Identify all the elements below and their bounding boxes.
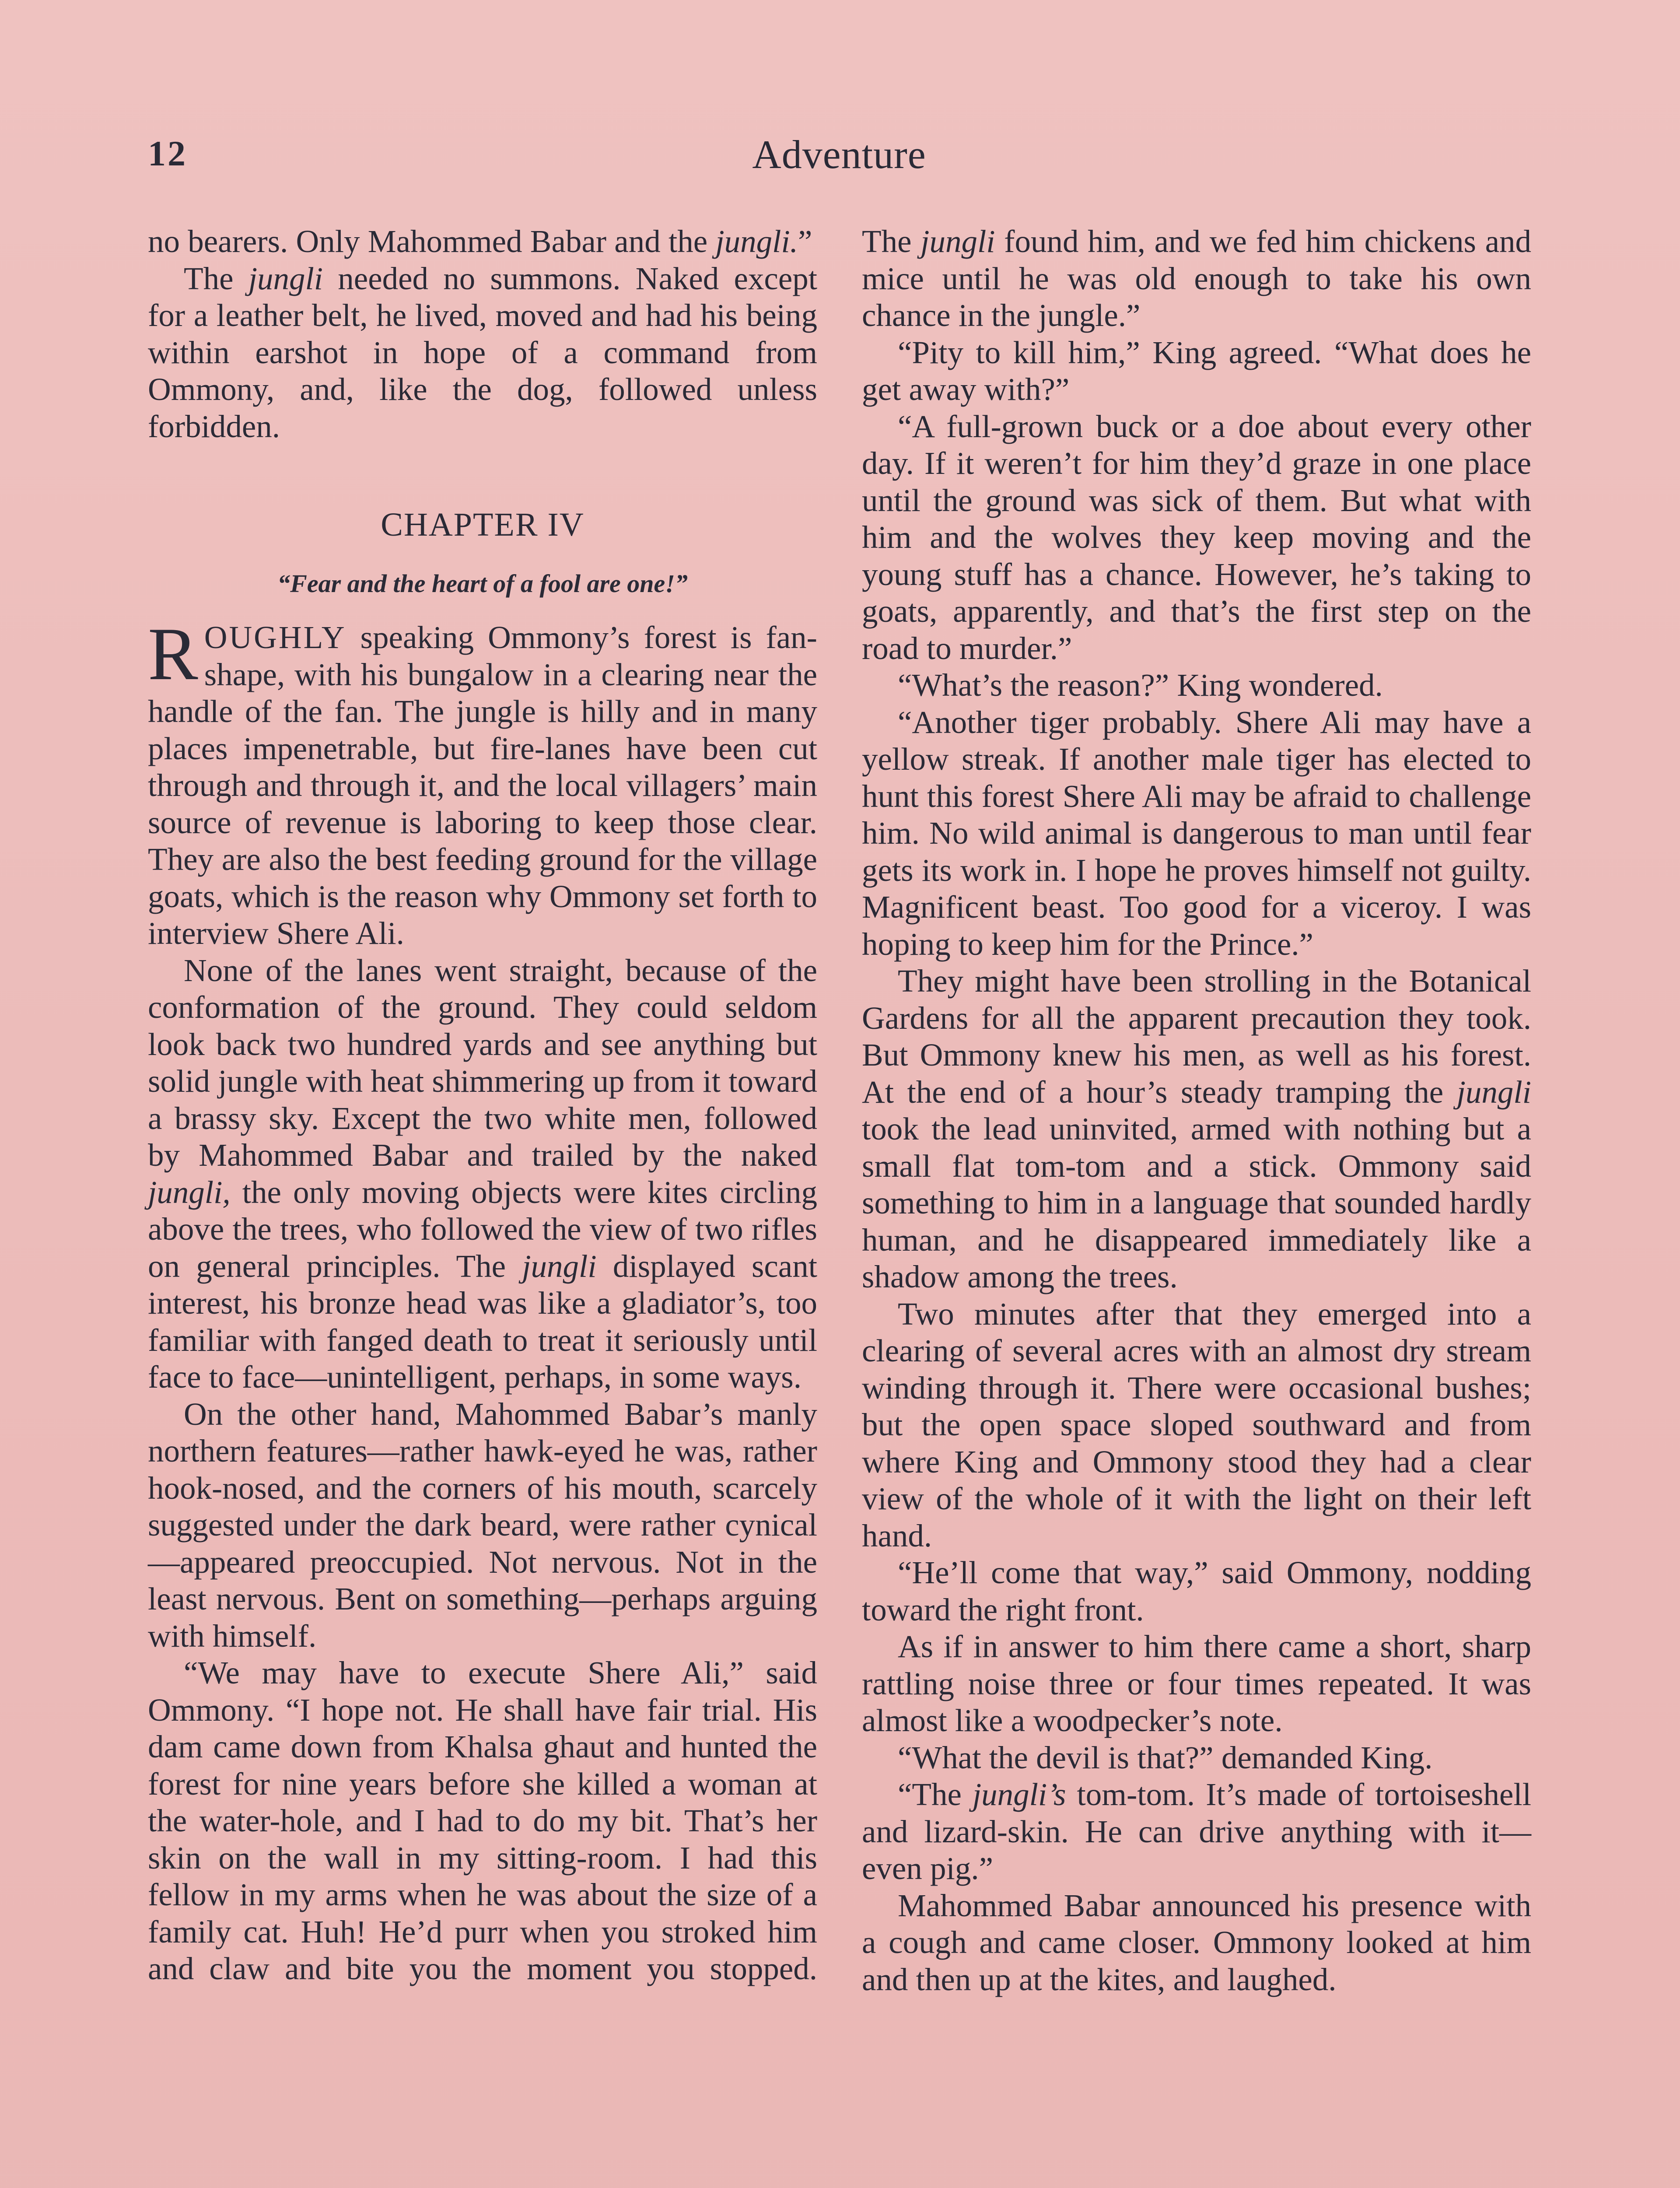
paragraph: “Another tiger probably. Shere Ali may have a yellow streak. If another male tiger has elected to hunt this forest Shere Ali may be afraid to challenge him. No wild animal is dangerous to man until fear gets its work in. I hope he proves himself not guilty. Magnificent beast. Too good for a viceroy. I was hoping to keep him for the Prince.” [862,704,1531,962]
paragraph: “We may have to execute Shere Ali,” said Ommony. “I hope not. He shall have fair trial. His dam came down from Khalsa ghaut and hunted the forest for nine years before she killed a woman at the water-hole, and I had to do my bit. That’s her skin on the wall in my sitting-room. I had this fellow in my arms when he was about the size of a family cat. Huh! He’d purr when you stroked him and claw and bite you the moment you stopped. [148,1655,817,1986]
magazine-title: Adventure [752,132,926,177]
paragraph: On the other hand, Mahommed Babar’s manly northern features—rather hawk-eyed he was, rather hook-nosed, and the corners of his mouth, scarcely suggested under the dark beard, were rather cynical—appeared preoccupied. Not nervous. Not in the least nervous. Bent on something—perhaps arguing with himself. [148,1396,817,1654]
page-header [148,131,1530,184]
paragraph: no bearers. Only Mahommed Babar and the jungli.” [148,224,812,259]
left-column [148,223,817,1988]
paragraph: The jungli found him, and we fed him chickens and mice until he was old enough to take his own chance in the jungle.” [862,224,1531,333]
page-number: 12 [148,133,187,173]
paragraph: “The jungli’s tom-tom. It’s made of tortoiseshell and lizard-skin. He can drive anything with it—even pig.” [862,1777,1531,1886]
right-column [862,223,1531,1998]
paragraph: None of the lanes went straight, because of the conformation of the ground. They could seldom look back two hundred yards and see anything but solid jungle with heat shimmering up from it toward a brassy sky. Except the two white men, followed by Mahommed Babar and trailed by the naked jungli, the only moving objects were kites circling above the trees, who followed the view of two rifles on general principles. The jungli displayed scant interest, his bronze head was like a gladiator’s, too familiar with fanged death to treat it seriously until face to face—unintelligent, perhaps, in some ways. [148,952,817,1395]
chapter-epigraph: “Fear and the heart of a fool are one!” [277,569,688,598]
paragraph: “What the devil is that?” demanded King. [898,1739,1433,1775]
drop-cap: R [148,613,198,696]
paragraph: They might have been strolling in the Botanical Gardens for all the apparent precaution they took. But Ommony knew his men, as well as his forest. At the end of a hour’s steady tramping the jungli took the lead uninvited, armed with nothing but a small flat tom-tom and a stick. Ommony said something to him in a language that sounded hardly human, and he disappeared immediately like a shadow among the trees. [862,963,1531,1294]
paragraph: Two minutes after that they emerged into a clearing of several acres with an almost dry stream winding through it. There were occasional bushes; but the open space sloped southward and from where King and Ommony stood they had a clear view of the whole of it with the light on their left hand. [862,1296,1531,1553]
paragraph: ROUGHLY speaking Ommony’s forest is fan-shape, with his bungalow in a clearing near the handle of the fan. The jungle is hilly and in many places impenetrable, but fire-lanes have been cut through and through it, and the local villagers’ main source of revenue is laboring to keep those clear. They are also the best feeding ground for the village goats, which is the reason why Ommony set forth to interview Shere Ali. [148,613,817,951]
paragraph: “He’ll come that way,” said Ommony, nodding toward the right front. [862,1555,1531,1627]
paragraph: Mahommed Babar announced his presence with a cough and came closer. Ommony looked at him and then up at the kites, and laughed. [862,1887,1531,1997]
paragraph: “What’s the reason?” King wondered. [898,667,1383,703]
paragraph: The jungli needed no summons. Naked except for a leather belt, he lived, moved and had his being within earshot in hope of a command from Ommony, and, like the dog, followed unless forbidden. [148,260,817,444]
chapter-opening [148,613,817,952]
paragraph: “Pity to kill him,” King agreed. “What does he get away with?” [862,334,1531,407]
chapter-heading: CHAPTER IV [381,506,584,543]
paragraph: “A full-grown buck or a doe about every other day. If it weren’t for him they’d graze in one place until the ground was sick of them. But what with him and the wolves they keep moving and the young stuff has a chance. However, he’s taking to goats, apparently, and that’s the first step on the road to murder.” [862,408,1531,666]
paragraph: As if in answer to him there came a short, sharp rattling noise three or four times repeated. It was almost like a woodpecker’s note. [862,1629,1531,1738]
